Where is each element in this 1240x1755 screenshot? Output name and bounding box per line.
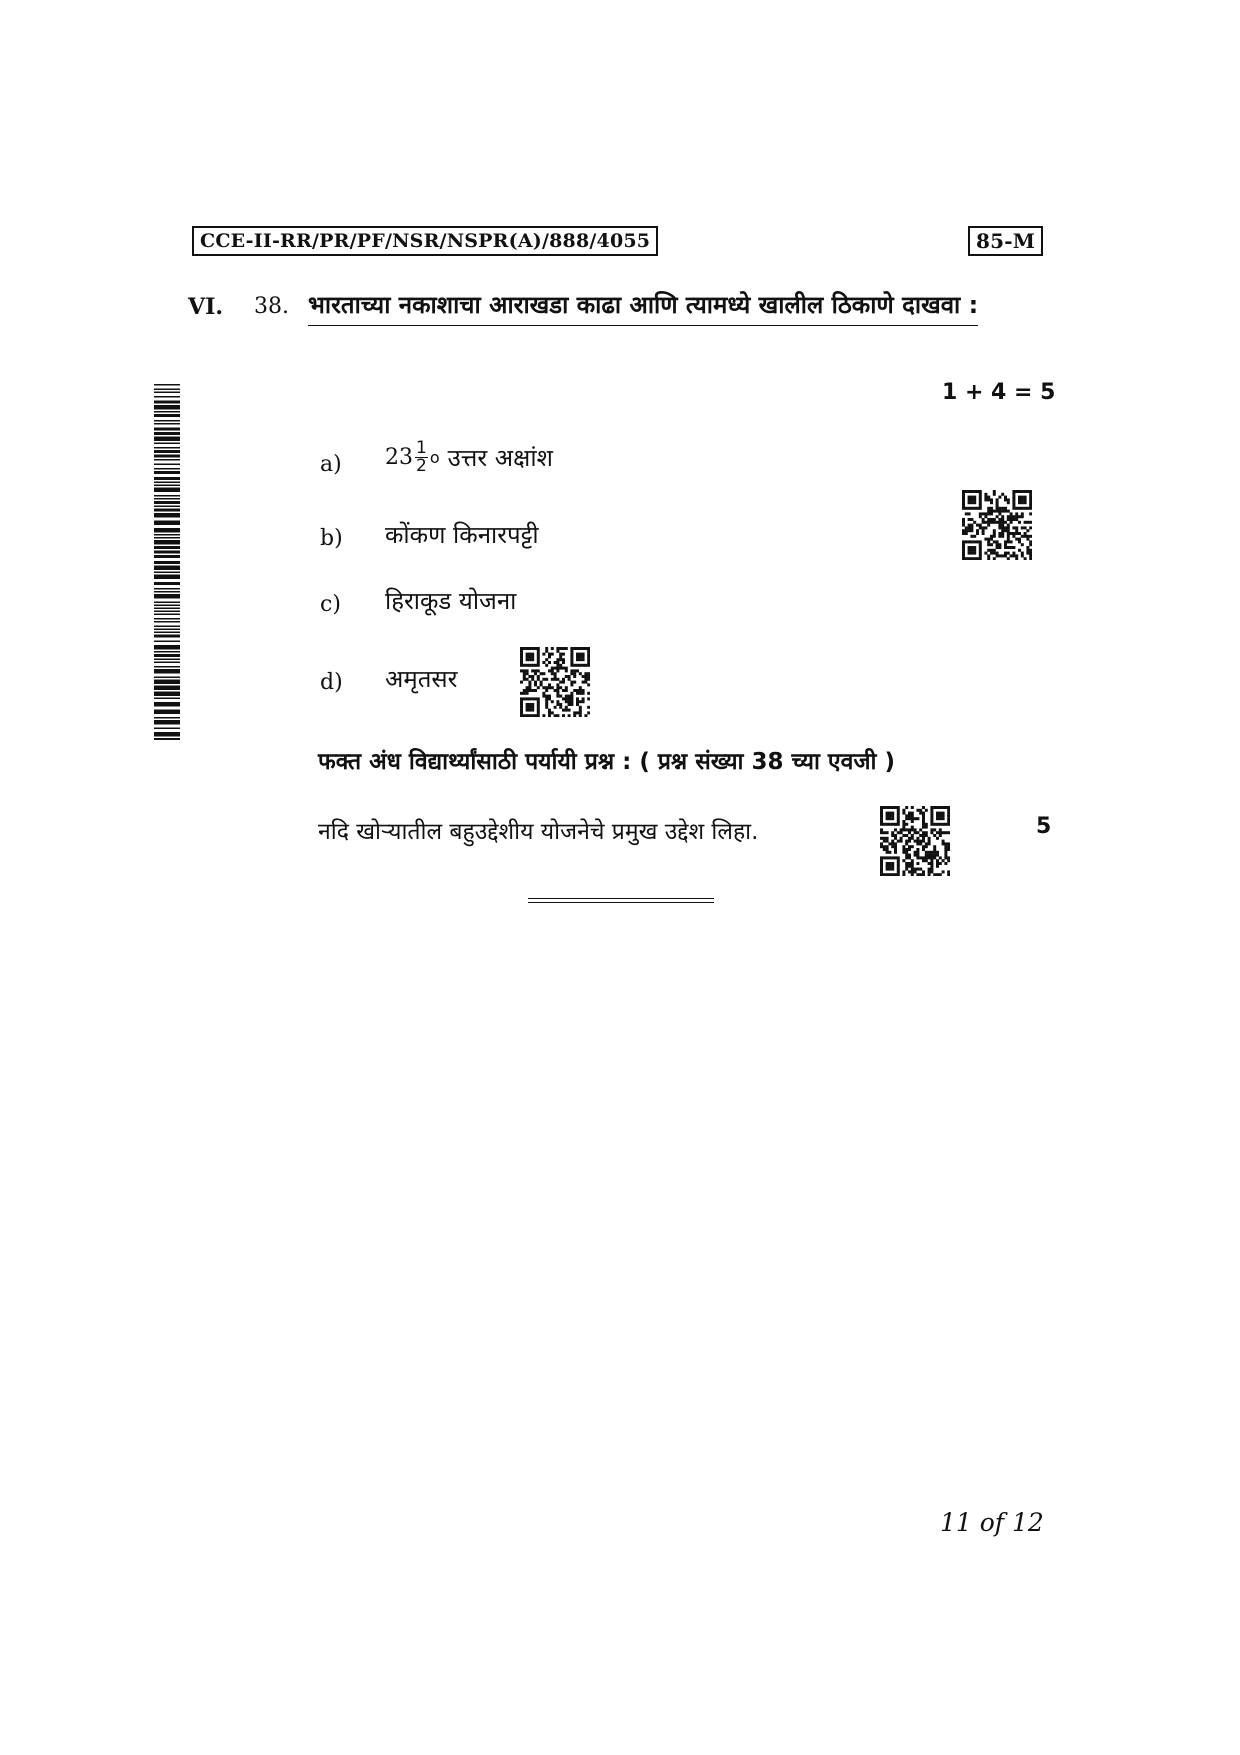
fraction-numerator: 1 bbox=[416, 438, 427, 458]
fraction bbox=[415, 440, 428, 475]
item-c-label: c) bbox=[320, 592, 341, 617]
item-d-text: अमृतसर bbox=[385, 665, 458, 693]
qr-code-image bbox=[962, 490, 1032, 560]
latitude-whole: 23 bbox=[385, 445, 413, 470]
paper-code: CCE-II-RR/PR/PF/NSR/NSPR(A)/888/4055 bbox=[192, 226, 658, 256]
item-a bbox=[385, 440, 553, 475]
alternative-text: नदि खोऱ्यातील बहुउद्देशीय योजनेचे प्रमुख उद्देश लिहा. bbox=[318, 819, 759, 845]
item-b-label: b) bbox=[320, 526, 343, 551]
qr-code-image bbox=[880, 806, 950, 876]
section-number: VI. bbox=[188, 294, 224, 320]
item-a-text: उत्तर अक्षांश bbox=[447, 444, 553, 472]
item-b-text: कोंकण किनारपट्टी bbox=[385, 521, 539, 549]
qr-code-image bbox=[520, 647, 590, 717]
fraction-denominator: 2 bbox=[416, 456, 427, 476]
subject-code: 85-M bbox=[968, 226, 1043, 256]
page-number: 11 of 12 bbox=[940, 1508, 1044, 1537]
item-a-label: a) bbox=[320, 452, 342, 477]
item-d-label: d) bbox=[320, 670, 343, 695]
alternative-heading: फक्त अंध विद्यार्थ्यांसाठी पर्यायी प्रश्न : ( प्रश्न संख्या 38 च्या एवजी ) bbox=[318, 749, 895, 775]
question-marks: 1 + 4 = 5 bbox=[942, 380, 1056, 405]
degree-symbol: o bbox=[429, 448, 440, 467]
question-text: भारताच्या नकाशाचा आराखडा काढा आणि त्यामध्ये खालील ठिकाणे दाखवा : bbox=[308, 288, 978, 326]
end-rule bbox=[528, 898, 714, 903]
item-c-text: हिराकूड योजना bbox=[385, 587, 517, 615]
barcode-image bbox=[154, 384, 180, 740]
question-number: 38. bbox=[254, 294, 289, 319]
alternative-marks: 5 bbox=[1036, 814, 1052, 839]
